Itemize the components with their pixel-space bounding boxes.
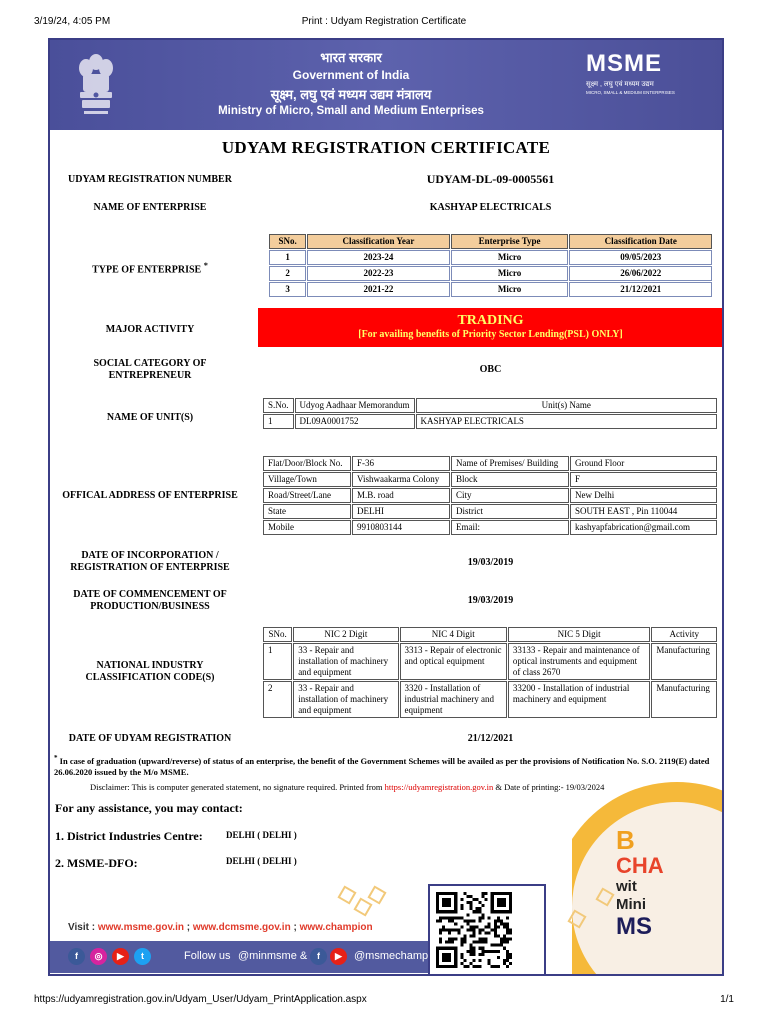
enterprise-name-label: NAME OF ENTERPRISE xyxy=(93,202,207,213)
registration-number-label: UDYAM REGISTRATION NUMBER xyxy=(68,174,232,185)
certificate-frame xyxy=(48,38,724,976)
banner-english-ministry: Ministry of Micro, Small and Medium Enterprises xyxy=(218,105,484,117)
table-row xyxy=(263,520,717,535)
contact-dfo-label: 2. MSME-DFO: xyxy=(55,856,138,870)
table-row xyxy=(269,250,712,265)
assistance-title: For any assistance, you may contact: xyxy=(55,801,243,815)
banner-english-gov: Government of India xyxy=(292,68,410,82)
hexagon-decoration-icon xyxy=(367,885,386,904)
classification-header-cell: Classification Year xyxy=(307,234,450,249)
nic-header-cell: Activity xyxy=(651,627,717,642)
champions-promo xyxy=(572,782,722,976)
major-activity-box xyxy=(258,308,723,347)
nic-label: NATIONAL INDUSTRY CLASSIFICATION CODE(S) xyxy=(85,660,215,683)
address-cell: Block xyxy=(451,472,569,487)
incorporation-label: DATE OF INCORPORATION / REGISTRATION OF ENTERPRISE xyxy=(70,550,230,573)
site-separator: ; xyxy=(186,922,191,933)
handle-minmsme[interactable]: @minmsme & xyxy=(238,950,308,962)
classification-cell: Micro xyxy=(451,282,569,297)
promo-line-2: CHA xyxy=(616,853,664,878)
type-of-enterprise-label xyxy=(50,260,250,276)
address-cell: DELHI xyxy=(352,504,450,519)
site-link-champions[interactable]: www.champion xyxy=(299,922,373,933)
print-footer xyxy=(34,994,734,1008)
udyam-date-label: DATE OF UDYAM REGISTRATION xyxy=(68,733,232,744)
msme-logo-word: MSME xyxy=(586,50,662,77)
site-separator: ; xyxy=(293,922,297,933)
print-url: https://udyamregistration.gov.in/Udyam_User/Udyam_PrintApplication.aspx xyxy=(34,994,367,1005)
msme-logo xyxy=(586,50,704,95)
commencement-date: 19/03/2019 xyxy=(467,595,514,606)
nic-header-row xyxy=(263,627,717,642)
certificate-title: UDYAM REGISTRATION CERTIFICATE xyxy=(221,138,551,157)
site-link-dcmsme[interactable]: www.dcmsme.gov.in xyxy=(192,922,291,933)
address-cell: Flat/Door/Block No. xyxy=(263,456,351,471)
table-row xyxy=(263,488,717,503)
table-row xyxy=(263,414,717,429)
nic-header-cell: NIC 5 Digit xyxy=(508,627,651,642)
udyam-date: 21/12/2021 xyxy=(467,733,514,744)
units-header-cell: Unit(s) Name xyxy=(416,398,717,413)
address-cell: City xyxy=(451,488,569,503)
disclaimer-link[interactable]: https://udyamregistration.gov.in xyxy=(384,782,494,792)
classification-cell: 2 xyxy=(269,266,306,281)
print-page-number: 1/1 xyxy=(720,994,734,1005)
hexagon-decoration-icon xyxy=(337,885,356,904)
address-table xyxy=(262,455,718,536)
social-category: OBC xyxy=(479,364,502,375)
classification-header-cell: Classification Date xyxy=(569,234,712,249)
banner-hindi-ministry: सूक्ष्म, लघु एवं मध्यम उद्यम मंत्रालय xyxy=(270,87,432,102)
table-row xyxy=(263,643,717,680)
promo-line-5: MS xyxy=(616,913,652,940)
promo-text xyxy=(616,825,664,940)
commencement-label: DATE OF COMMENCEMENT OF PRODUCTION/BUSINESS xyxy=(73,589,227,612)
facebook-icon[interactable]: f xyxy=(310,948,327,965)
table-row xyxy=(263,472,717,487)
address-cell: Name of Premises/ Building xyxy=(451,456,569,471)
nic-cell: Manufacturing xyxy=(651,681,717,718)
nic-cell: 33133 - Repair and maintenance of optical instruments and equipment of class 2670 xyxy=(508,643,651,680)
units-table xyxy=(262,397,718,430)
address-cell: SOUTH EAST , Pin 110044 xyxy=(570,504,717,519)
nic-table xyxy=(262,626,718,719)
table-row xyxy=(269,282,712,297)
major-activity-note: [For availing benefits of Priority Sector Lending(PSL) ONLY] xyxy=(358,329,623,340)
contact-dic-value: DELHI ( DELHI ) xyxy=(226,830,297,840)
table-row xyxy=(269,266,712,281)
promo-line-1: B xyxy=(616,825,635,855)
address-cell: Email: xyxy=(451,520,569,535)
nic-header-cell: NIC 2 Digit xyxy=(293,627,398,642)
address-label: OFFICAL ADDRESS OF ENTERPRISE xyxy=(62,490,238,501)
banner-hindi-gov: भारत सरकार xyxy=(320,50,382,65)
promo-line-4: Mini xyxy=(616,896,646,913)
contact-dic-label: 1. District Industries Centre: xyxy=(55,829,203,843)
graduation-note-star: * xyxy=(54,754,58,762)
classification-cell: Micro xyxy=(451,250,569,265)
site-link-msme[interactable]: www.msme.gov.in xyxy=(97,922,184,933)
units-header-cell: Udyog Aadhaar Memorandum xyxy=(295,398,415,413)
units-cell: 1 xyxy=(263,414,294,429)
nic-cell: 1 xyxy=(263,643,292,680)
nic-cell: 33 - Repair and installation of machinery and equipment xyxy=(293,643,398,680)
classification-cell: 26/06/2022 xyxy=(569,266,712,281)
nic-cell: 33 - Repair and installation of machinery and equipment xyxy=(293,681,398,718)
msme-logo-english: MICRO, SMALL & MEDIUM ENTERPRISES xyxy=(586,90,675,95)
hexagon-decoration-icon xyxy=(353,897,372,916)
youtube-icon[interactable]: ▶ xyxy=(112,948,129,965)
nic-cell: 33200 - Installation of industrial machinery and equipment xyxy=(508,681,651,718)
major-activity-value: TRADING xyxy=(457,313,524,328)
visit-line xyxy=(68,922,373,933)
msme-logo-hindi: सूक्ष्म , लघु एवं मध्यम उद्यम xyxy=(586,81,654,88)
major-activity-label: MAJOR ACTIVITY xyxy=(105,324,195,335)
address-cell: State xyxy=(263,504,351,519)
contact-dfo-value: DELHI ( DELHI ) xyxy=(226,856,297,866)
twitter-icon[interactable]: t xyxy=(134,948,151,965)
address-cell: Ground Floor xyxy=(570,456,717,471)
instagram-icon[interactable]: ◎ xyxy=(90,948,107,965)
promo-line-3: wit xyxy=(616,878,637,895)
classification-cell: 1 xyxy=(269,250,306,265)
address-cell: Mobile xyxy=(263,520,351,535)
nic-cell: Manufacturing xyxy=(651,643,717,680)
graduation-note-text: In case of graduation (upward/reverse) of status of an enterprise, the benefit of the Government Schemes will be availed as per the provisions of Notification No. S.O. 2119(E) dated 26.06.2020 issued by the M/o MSME. xyxy=(54,755,710,777)
address-cell: Road/Street/Lane xyxy=(263,488,351,503)
qr-code-icon xyxy=(436,892,512,968)
print-datetime: 3/19/24, 4:05 PM xyxy=(34,16,111,27)
follow-label: Follow us xyxy=(184,950,231,962)
disclaimer-prefix: Disclaimer: This is computer generated statement, no signature required. Printed from xyxy=(90,782,383,792)
units-cell: KASHYAP ELECTRICALS xyxy=(416,414,717,429)
address-cell: F-36 xyxy=(352,456,450,471)
address-cell: kashyapfabrication@gmail.com xyxy=(570,520,717,535)
handle-msmechampions[interactable]: @msmechamp xyxy=(354,950,429,962)
incorporation-date: 19/03/2019 xyxy=(467,557,514,568)
address-cell: District xyxy=(451,504,569,519)
print-header xyxy=(34,16,734,30)
classification-cell: 21/12/2021 xyxy=(569,282,712,297)
classification-header-cell: Enterprise Type xyxy=(451,234,569,249)
classification-table xyxy=(268,233,713,298)
table-row xyxy=(263,681,717,718)
address-cell: New Delhi xyxy=(570,488,717,503)
gov-banner xyxy=(50,40,722,130)
units-header-cell: S.No. xyxy=(263,398,294,413)
address-cell: 9910803144 xyxy=(352,520,450,535)
type-label-text: TYPE OF ENTERPRISE xyxy=(92,264,202,276)
type-label-star: * xyxy=(203,261,208,270)
classification-cell: 2023-24 xyxy=(307,250,450,265)
classification-cell: Micro xyxy=(451,266,569,281)
qr-frame xyxy=(428,884,546,976)
nic-cell: 2 xyxy=(263,681,292,718)
classification-header-cell: SNo. xyxy=(269,234,306,249)
table-row xyxy=(263,456,717,471)
facebook-icon[interactable]: f xyxy=(68,948,85,965)
classification-cell: 2022-23 xyxy=(307,266,450,281)
enterprise-name: KASHYAP ELECTRICALS xyxy=(429,202,552,213)
units-header-row xyxy=(263,398,717,413)
units-cell: DL09A0001752 xyxy=(295,414,415,429)
nic-header-cell: SNo. xyxy=(263,627,292,642)
classification-cell: 2021-22 xyxy=(307,282,450,297)
table-row xyxy=(263,504,717,519)
units-label: NAME OF UNIT(S) xyxy=(106,412,194,423)
print-page-title: Print : Udyam Registration Certificate xyxy=(301,16,467,27)
national-emblem-icon xyxy=(74,52,118,118)
graduation-note xyxy=(54,753,714,778)
address-cell: F xyxy=(570,472,717,487)
classification-cell: 09/05/2023 xyxy=(569,250,712,265)
registration-number: UDYAM-DL-09-0005561 xyxy=(426,172,555,186)
visit-label: Visit : xyxy=(68,922,96,933)
address-cell: Village/Town xyxy=(263,472,351,487)
disclaimer-suffix: & Date of printing:- 19/03/2024 xyxy=(495,782,605,792)
nic-header-cell: NIC 4 Digit xyxy=(400,627,507,642)
nic-cell: 3313 - Repair of electronic and optical equipment xyxy=(400,643,507,680)
classification-header-row xyxy=(269,234,712,249)
address-cell: Vishwaakarma Colony xyxy=(352,472,450,487)
youtube-icon[interactable]: ▶ xyxy=(330,948,347,965)
classification-cell: 3 xyxy=(269,282,306,297)
address-cell: M.B. road xyxy=(352,488,450,503)
nic-cell: 3320 - Installation of industrial machinery and equipment xyxy=(400,681,507,718)
social-category-label: SOCIAL CATEGORY OF ENTREPRENEUR xyxy=(93,358,207,381)
